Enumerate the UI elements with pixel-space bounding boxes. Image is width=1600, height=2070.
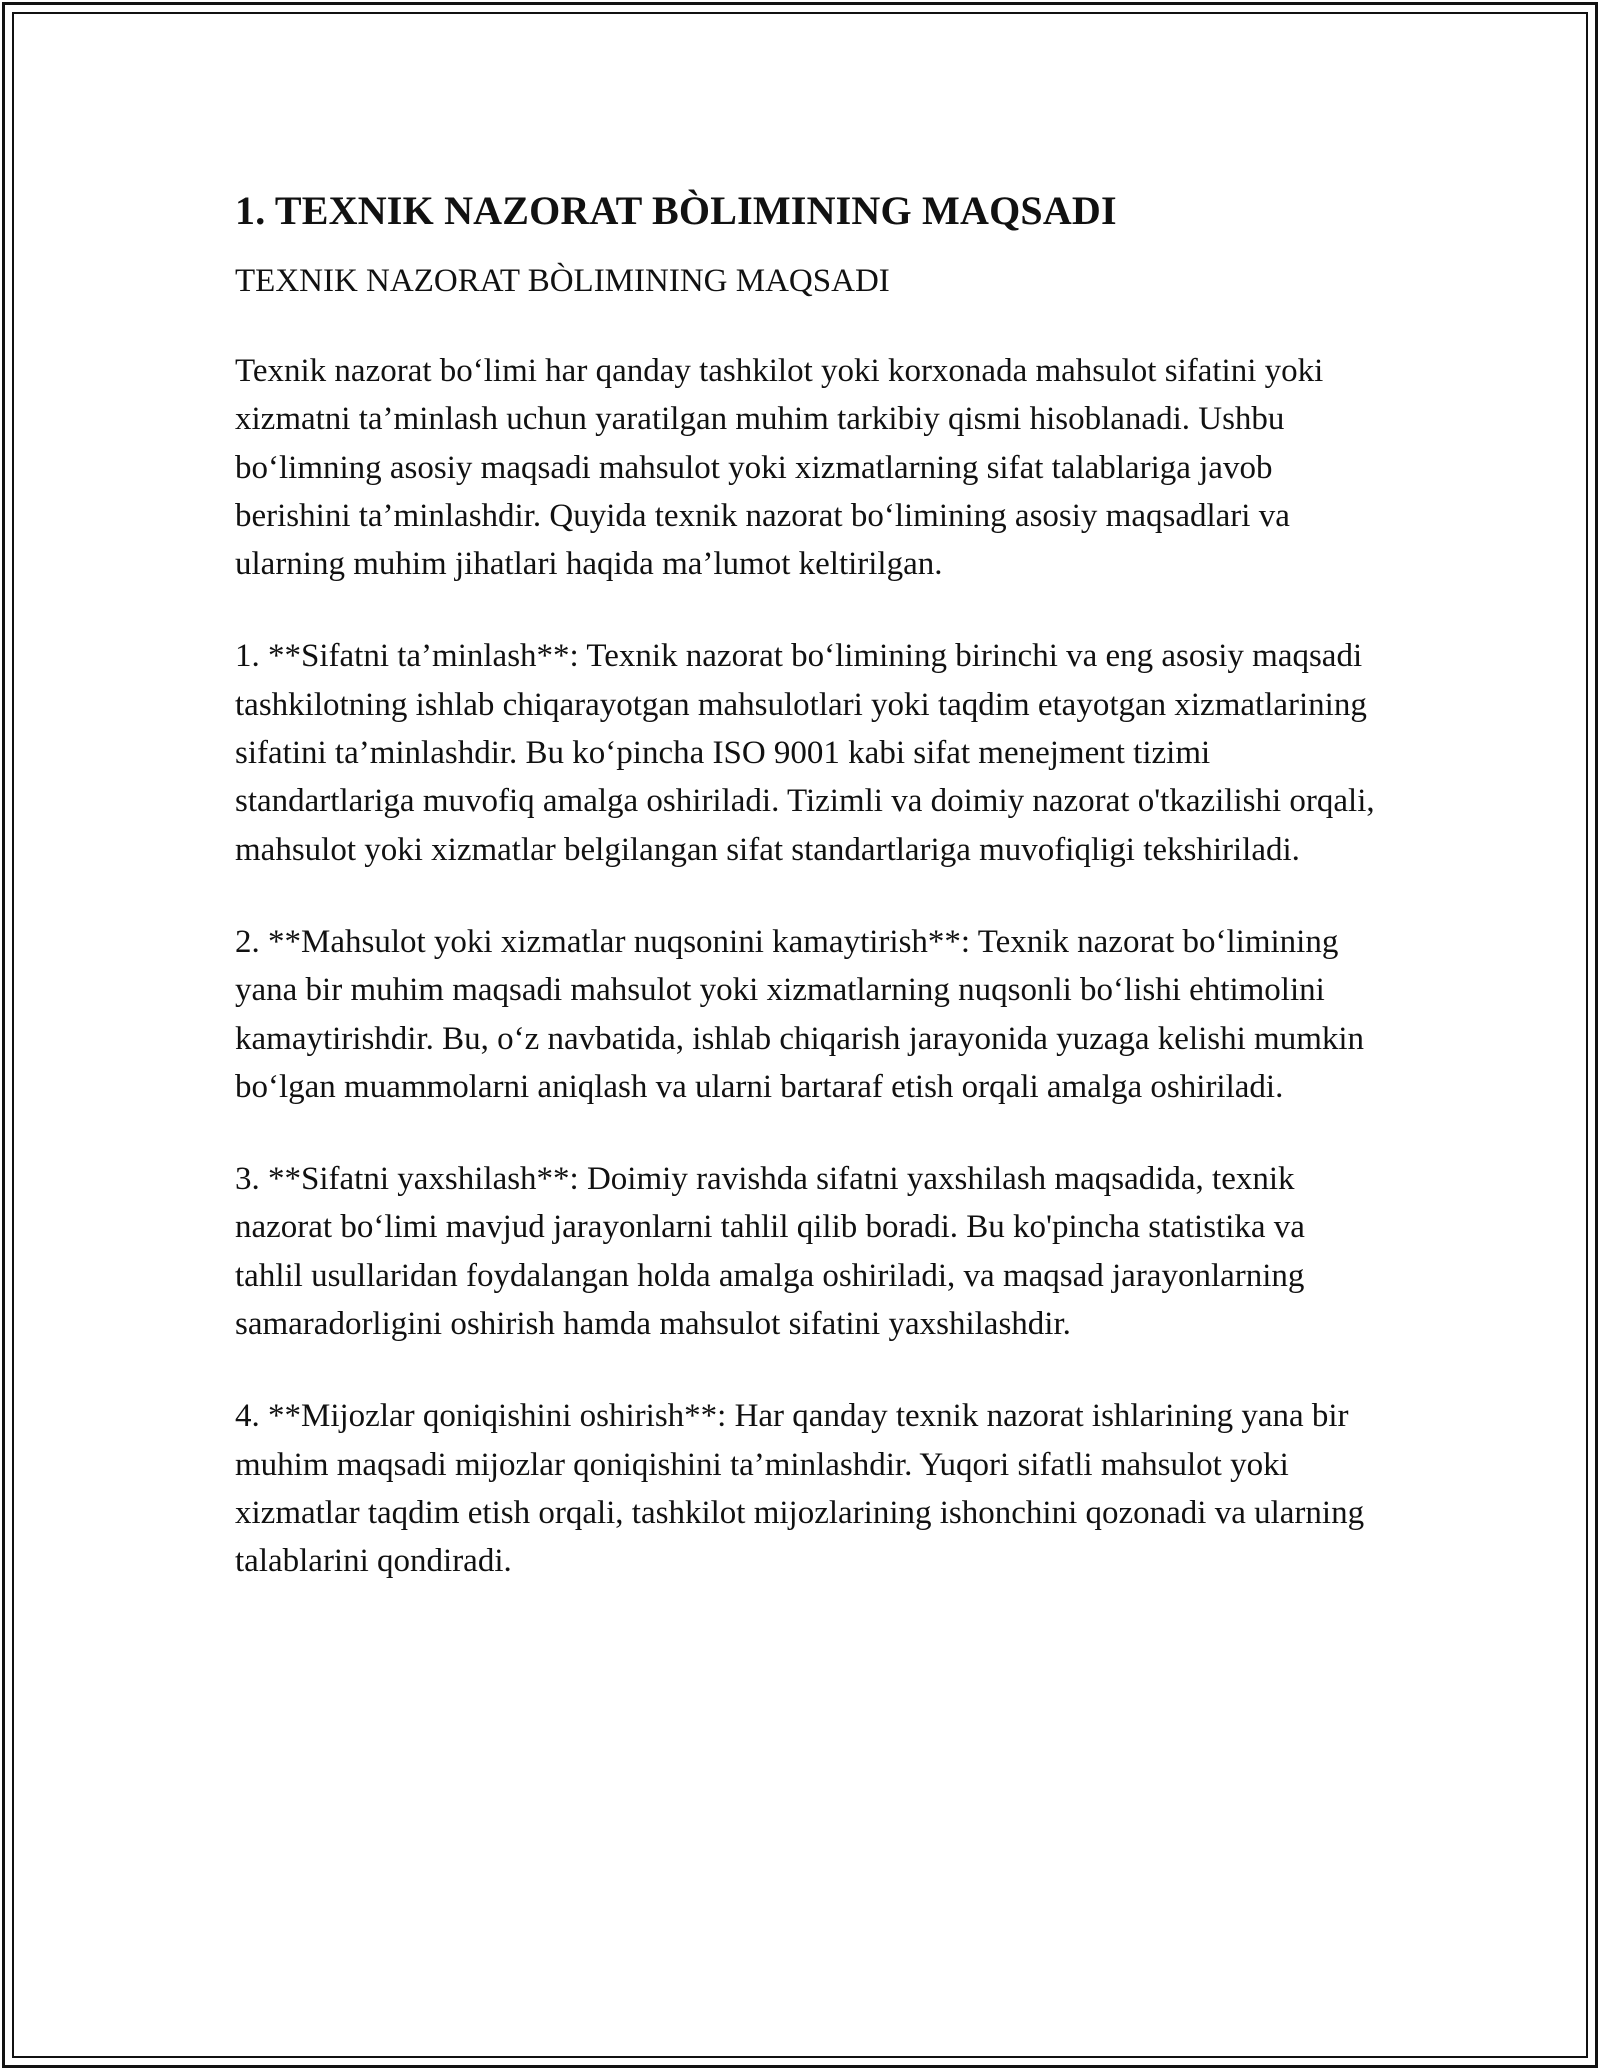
- goal-paragraph-1: 1. **Sifatni ta’minlash**: Texnik nazorat bo‘limining birinchi va eng asosiy maqsadi tashkilotning ishlab chiqarayotgan mahsulotlari yoki taqdim etayotgan xizmatlarining sifatini ta’minlashdir. Bu ko‘pincha ISO 9001 kabi sifat menejment tizimi standartlariga muvofiq amalga oshiriladi. Tizimli va doimiy nazorat o'tkazilishi orqali, mahsulot yoki xizmatlar belgilangan sifat standartlariga muvofiqligi tekshiriladi.: [235, 638, 1375, 868]
- goal-paragraph-4: 4. **Mijozlar qoniqishini oshirish**: Har qanday texnik nazorat ishlarining yana bir muhim maqsadi mijozlar qoniqishini ta’minlashdir. Yuqori sifatli mahsulot yoki xizmatlar taqdim etish orqali, tashkilot mijozlarining ishonchini qozonadi va ularning talablarini qondiradi.: [235, 1398, 1365, 1580]
- goal-paragraph-3: 3. **Sifatni yaxshilash**: Doimiy ravishda sifatni yaxshilash maqsadida, texnik nazorat bo‘limi mavjud jarayonlarni tahlil qilib boradi. Bu ko'pincha statistika va tahlil usullaridan foydalangan holda amalga oshiriladi, va maqsad jarayonlarning samaradorligini oshirish hamda mahsulot sifatini yaxshilashdir.: [235, 1161, 1305, 1343]
- page-title: 1. TEXNIK NAZORAT BÒLIMINING MAQSADI: [235, 188, 1117, 233]
- document-body: [235, 185, 1375, 1586]
- intro-paragraph: Texnik nazorat bo‘limi har qanday tashkilot yoki korxonada mahsulot sifatini yoki xizmatni ta’minlash uchun yaratilgan muhim tarkibiy qismi hisoblanadi. Ushbu bo‘limning asosiy maqsadi mahsulot yoki xizmatlarning sifat talablariga javob berishini ta’minlashdir. Quyida texnik nazorat bo‘limining asosiy maqsadlari va ularning muhim jihatlari haqida ma’lumot keltirilgan.: [235, 353, 1324, 583]
- page-subtitle: TEXNIK NAZORAT BÒLIMINING MAQSADI: [235, 263, 890, 299]
- goal-paragraph-2: 2. **Mahsulot yoki xizmatlar nuqsonini kamaytirish**: Texnik nazorat bo‘limining yana bir muhim maqsadi mahsulot yoki xizmatlarning nuqsonli bo‘lishi ehtimolini kamaytirishdir. Bu, o‘z navbatida, ishlab chiqarish jarayonida yuzaga kelishi mumkin bo‘lgan muammolarni aniqlash va ularni bartaraf etish orqali amalga oshiriladi.: [235, 923, 1365, 1105]
